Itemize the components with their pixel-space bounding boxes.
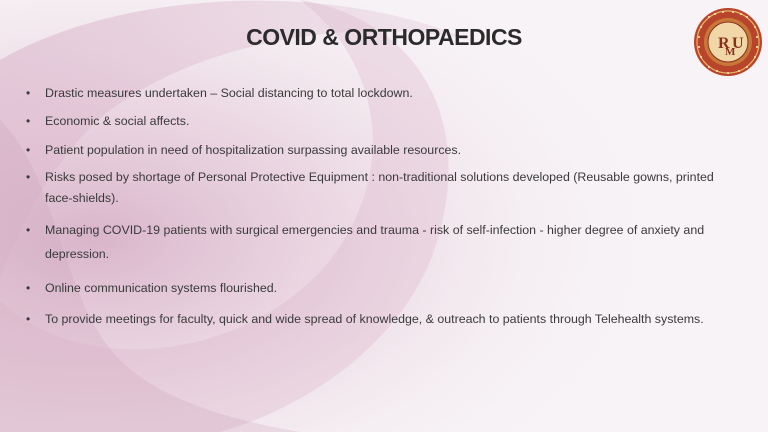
slide-title: COVID & ORTHOPAEDICS: [246, 24, 522, 50]
svg-text:U: U: [732, 35, 744, 52]
bullet-item: • Economic & social affects.: [26, 110, 730, 132]
bullet-item: • To provide meetings for faculty, quick and wide spread of knowledge, & outreach to patients through Telehealth systems.: [26, 307, 730, 331]
bullet-item: • Risks posed by shortage of Personal Protective Equipment : non-traditional solutions developed (Reusable gowns, printed face-shields).: [26, 167, 730, 209]
bullet-item: • Managing COVID-19 patients with surgical emergencies and trauma - risk of self-infection - higher degree of anxiety and depression.: [26, 218, 730, 266]
bullet-list: [26, 82, 730, 331]
bullet-item: • Patient population in need of hospitalization surpassing available resources.: [26, 139, 730, 161]
svg-text:R: R: [718, 35, 730, 52]
bullet-item: • Drastic measures undertaken – Social distancing to total lockdown.: [26, 82, 730, 104]
bullet-item: • Online communication systems flourished.: [26, 277, 730, 299]
svg-text:M: M: [725, 46, 736, 58]
university-logo: [692, 6, 764, 78]
